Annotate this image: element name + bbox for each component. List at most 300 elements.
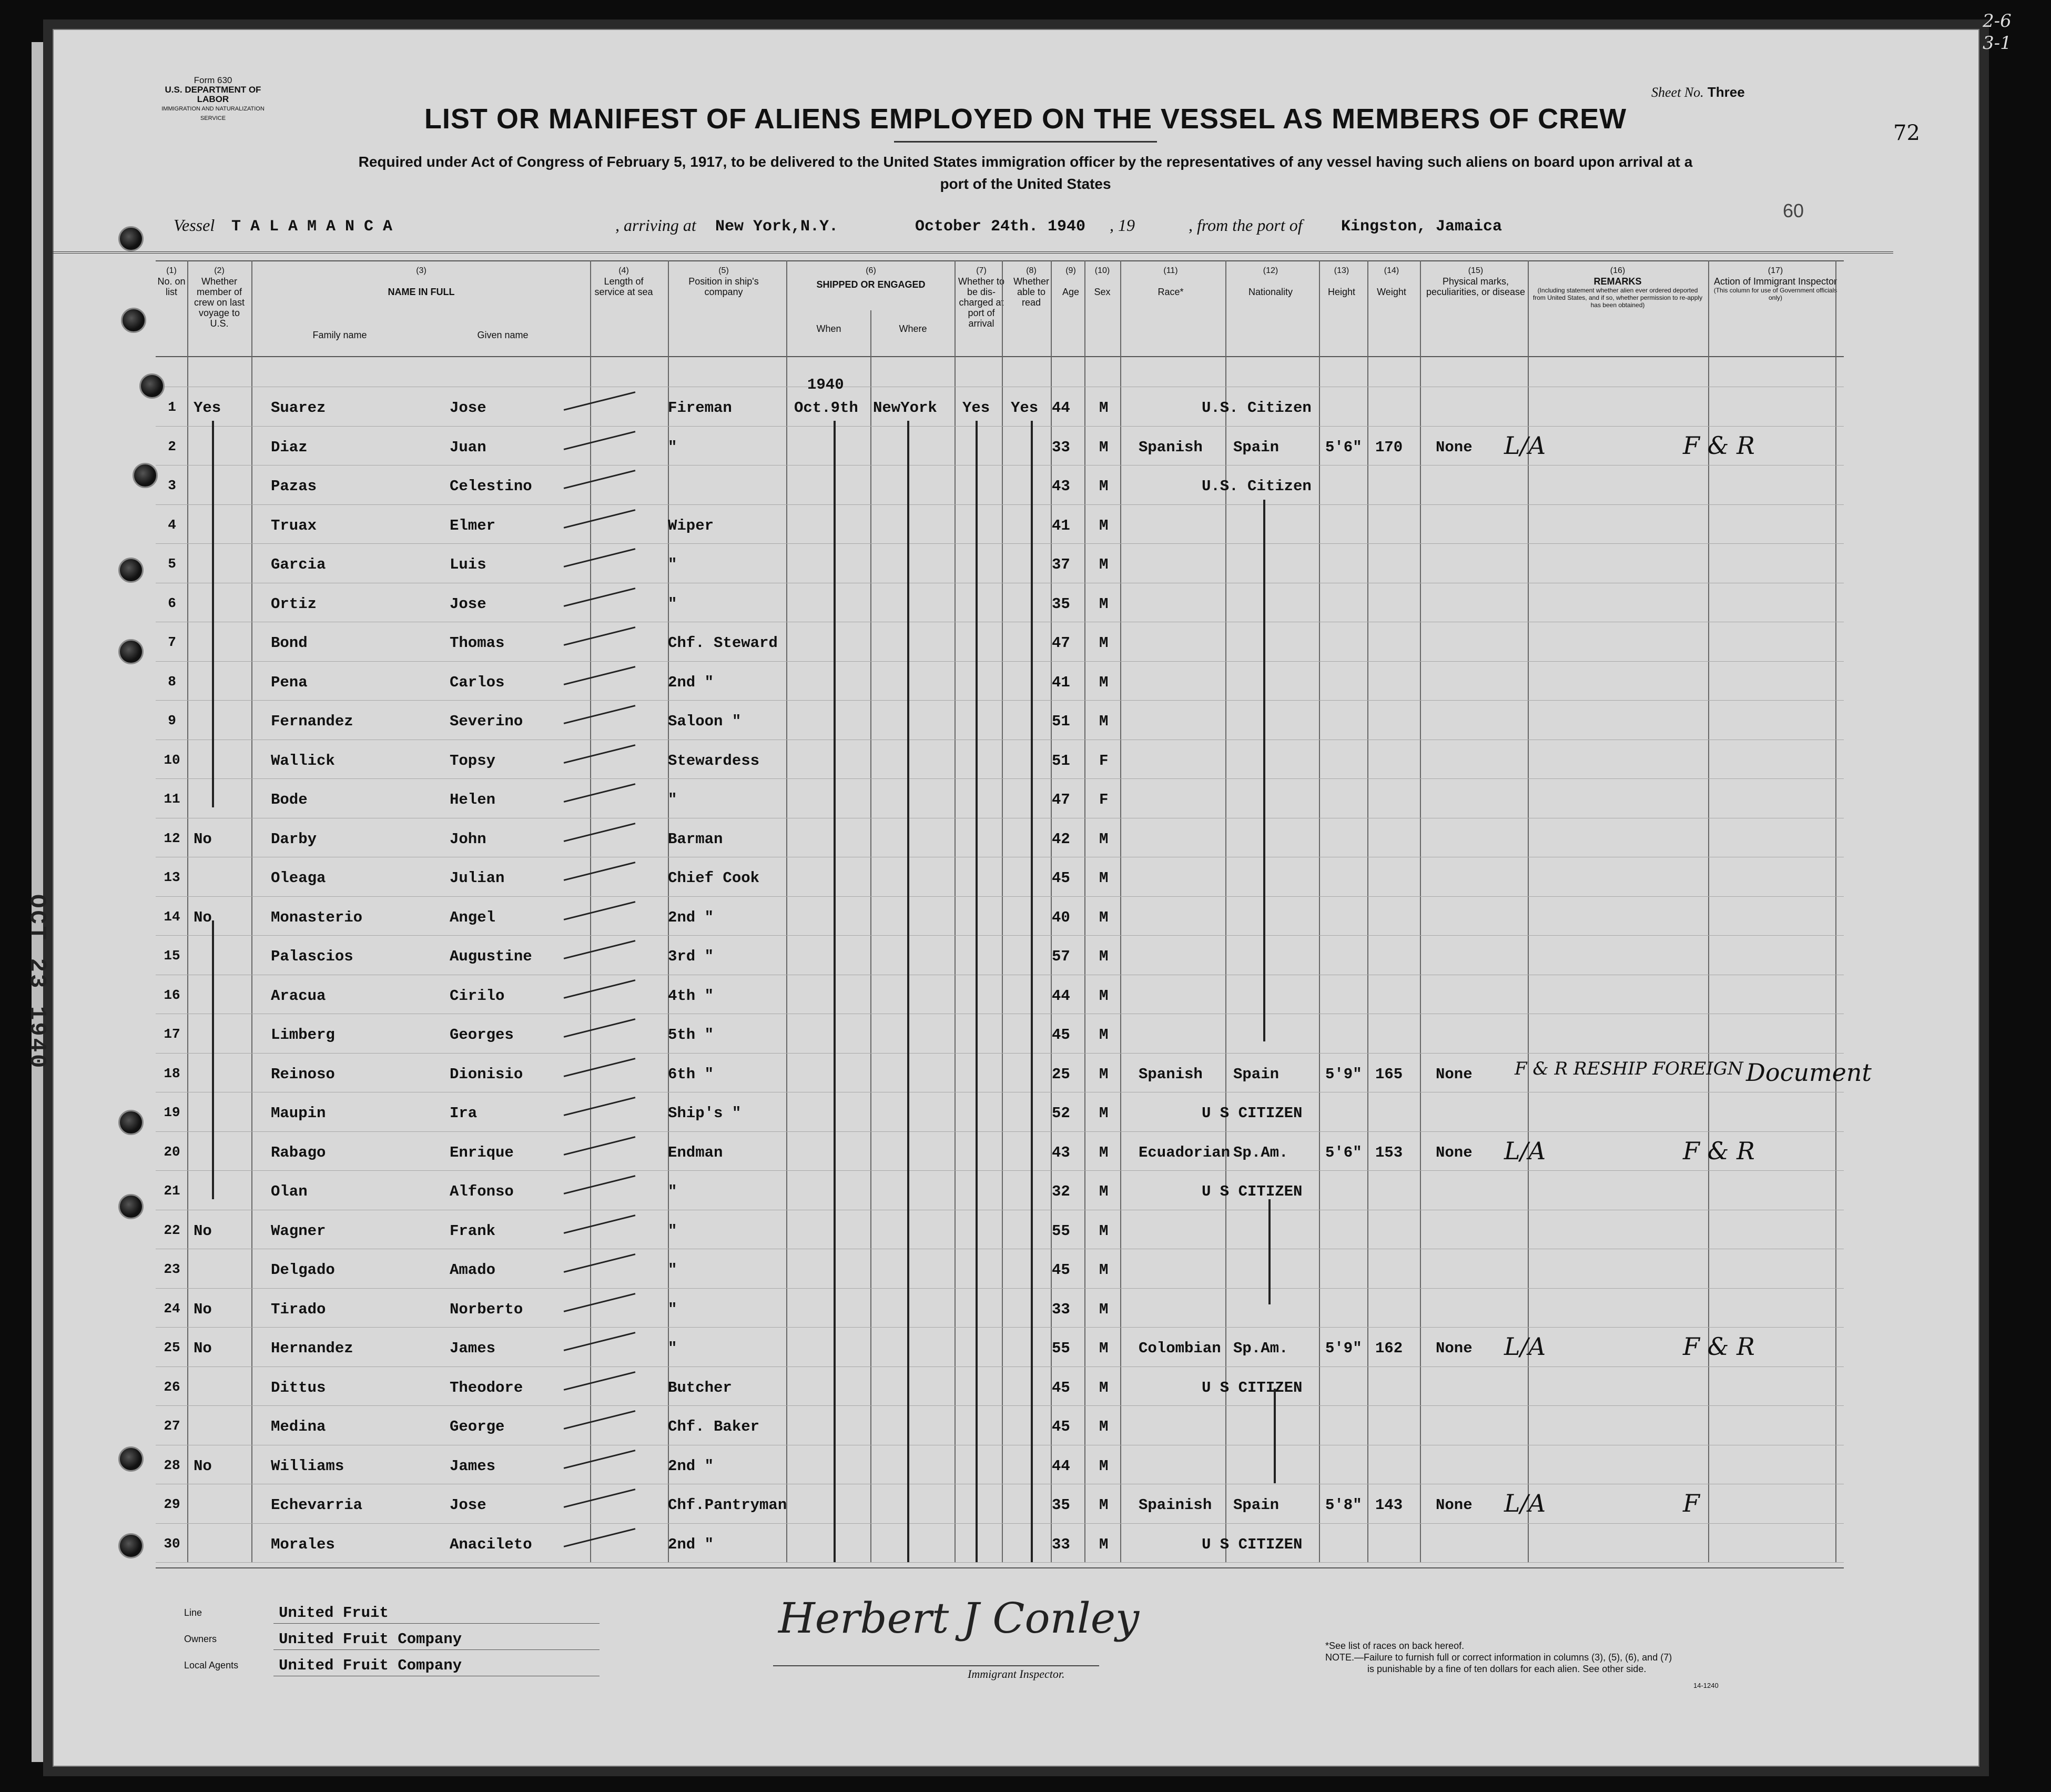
row-number: 7 bbox=[168, 634, 176, 650]
row-number: 22 bbox=[164, 1222, 180, 1238]
col-divider bbox=[870, 310, 871, 1562]
vessel-label: Vessel bbox=[174, 216, 215, 235]
sex: M bbox=[1099, 908, 1109, 926]
binder-hole bbox=[118, 1533, 144, 1558]
age: 45 bbox=[1052, 869, 1070, 887]
given-name: Norberto bbox=[450, 1300, 523, 1318]
sex: M bbox=[1099, 1535, 1109, 1553]
crew-last-voyage: Yes bbox=[194, 399, 221, 417]
row-number: 10 bbox=[164, 752, 180, 768]
position: 3rd " bbox=[668, 948, 714, 965]
given-name: Theodore bbox=[450, 1379, 523, 1396]
inspector-label: Immigrant Inspector. bbox=[968, 1667, 1065, 1680]
weight: 153 bbox=[1375, 1143, 1403, 1161]
nationality: Spain bbox=[1233, 1496, 1280, 1514]
given-name: Enrique bbox=[450, 1143, 514, 1161]
family-name: Oleaga bbox=[271, 869, 326, 887]
age: 42 bbox=[1052, 830, 1070, 848]
given-name: Anacileto bbox=[450, 1535, 532, 1553]
ruling-line bbox=[156, 1523, 1844, 1524]
local-agents-value: United Fruit Company bbox=[279, 1657, 462, 1674]
position: Chf. Baker bbox=[668, 1418, 760, 1435]
row-number: 26 bbox=[164, 1379, 180, 1395]
row-number: 11 bbox=[164, 791, 180, 807]
family-name: Maupin bbox=[271, 1105, 326, 1122]
title-underline bbox=[894, 141, 1157, 143]
corner-code-1: 2-6 bbox=[1983, 11, 2012, 32]
age: 37 bbox=[1052, 556, 1070, 573]
age: 41 bbox=[1052, 673, 1070, 691]
position: " bbox=[668, 1300, 677, 1318]
position: " bbox=[668, 438, 677, 456]
subtitle-line-1: Required under Act of Congress of February 5, 1917, to be delivered to the United States immigration officer by the representatives of any vessel having such aliens on board upon arrival at a bbox=[358, 154, 1693, 170]
row-number: 12 bbox=[164, 830, 180, 846]
col-divider bbox=[1367, 260, 1368, 1562]
family-name: Medina bbox=[271, 1418, 326, 1435]
family-name: Fernandez bbox=[271, 713, 353, 730]
crew-last-voyage: No bbox=[194, 1340, 212, 1357]
family-name: Pazas bbox=[271, 478, 317, 495]
sex: M bbox=[1099, 1183, 1109, 1200]
binder-hole bbox=[118, 558, 144, 583]
signature-line bbox=[773, 1665, 1099, 1666]
ditto-line bbox=[1263, 500, 1265, 1041]
given-name: Jose bbox=[450, 399, 486, 417]
family-name: Echevarria bbox=[271, 1496, 363, 1514]
row-number: 25 bbox=[164, 1340, 180, 1355]
age: 44 bbox=[1052, 1457, 1070, 1475]
sex: M bbox=[1099, 713, 1109, 730]
sex: M bbox=[1099, 1300, 1109, 1318]
row-number: 3 bbox=[168, 478, 176, 493]
ruling-line bbox=[156, 1562, 1844, 1563]
ruling-line bbox=[156, 1053, 1844, 1054]
binder-hole bbox=[118, 1446, 144, 1472]
weight: 170 bbox=[1375, 438, 1403, 456]
nationality: Sp.Am. bbox=[1233, 1143, 1288, 1161]
subtitle-line-2: port of the United States bbox=[940, 176, 1111, 192]
height: 5'6" bbox=[1325, 1143, 1362, 1161]
weight: 165 bbox=[1375, 1065, 1403, 1083]
row-number: 20 bbox=[164, 1143, 180, 1160]
nationality: U S CITIZEN bbox=[1202, 1105, 1303, 1122]
age: 33 bbox=[1052, 1300, 1070, 1318]
row-number: 28 bbox=[164, 1457, 180, 1473]
ruling-line bbox=[156, 426, 1844, 427]
crew-last-voyage: No bbox=[194, 908, 212, 926]
col-divider bbox=[1319, 260, 1320, 1562]
position: 6th " bbox=[668, 1065, 714, 1083]
family-name: Morales bbox=[271, 1535, 335, 1553]
col-divider bbox=[1420, 260, 1421, 1562]
row-number: 21 bbox=[164, 1183, 180, 1199]
remarks: L/A bbox=[1504, 1136, 1546, 1165]
age: 52 bbox=[1052, 1105, 1070, 1122]
col-divider bbox=[786, 260, 787, 1562]
family-name: Monasterio bbox=[271, 908, 363, 926]
family-name: Olan bbox=[271, 1183, 308, 1200]
race: Spanish bbox=[1139, 438, 1203, 456]
nationality: Spain bbox=[1233, 438, 1280, 456]
age: 47 bbox=[1052, 791, 1070, 808]
received-stamp: OCT 23 1940 bbox=[24, 894, 50, 1070]
shipped-where: NewYork bbox=[873, 399, 937, 417]
family-name: Aracua bbox=[271, 987, 326, 1005]
discharged: Yes bbox=[962, 399, 990, 417]
position: Chief Cook bbox=[668, 869, 760, 887]
line-value: United Fruit bbox=[279, 1604, 389, 1622]
given-name: Helen bbox=[450, 791, 496, 808]
given-name: Julian bbox=[450, 869, 505, 887]
line-label: Line bbox=[184, 1607, 202, 1618]
owners-label: Owners bbox=[184, 1634, 217, 1644]
sheet-number: Sheet No. Three bbox=[1651, 84, 1745, 100]
sex: M bbox=[1099, 1496, 1109, 1514]
given-name: Juan bbox=[450, 438, 486, 456]
col-divider bbox=[187, 260, 188, 1562]
inspector-action: Document bbox=[1746, 1058, 1872, 1087]
age: 57 bbox=[1052, 948, 1070, 965]
remarks: L/A bbox=[1504, 1489, 1546, 1517]
row-number: 9 bbox=[168, 713, 176, 728]
inspector-action: F & R bbox=[1683, 1332, 1755, 1361]
able-to-read: Yes bbox=[1011, 399, 1039, 417]
sex: M bbox=[1099, 1222, 1109, 1240]
age: 45 bbox=[1052, 1418, 1070, 1435]
col-divider bbox=[1120, 260, 1121, 1562]
sex: M bbox=[1099, 517, 1109, 534]
position: 2nd " bbox=[668, 1535, 714, 1553]
family-name: Reinoso bbox=[271, 1065, 335, 1083]
family-name: Williams bbox=[271, 1457, 344, 1475]
row-number: 2 bbox=[168, 438, 176, 454]
ruling-line bbox=[156, 700, 1844, 701]
position: Chf. Steward bbox=[668, 634, 778, 652]
physical-marks: None bbox=[1436, 1065, 1473, 1083]
inspector-action: F & R bbox=[1683, 1136, 1755, 1165]
col-divider bbox=[1002, 260, 1003, 1562]
family-name: Palascios bbox=[271, 948, 353, 965]
binder-hole bbox=[133, 463, 158, 488]
ruling-line bbox=[156, 896, 1844, 897]
age: 55 bbox=[1052, 1222, 1070, 1240]
family-name: Pena bbox=[271, 673, 308, 691]
row-number: 18 bbox=[164, 1065, 180, 1081]
sex: M bbox=[1099, 830, 1109, 848]
owners-value: United Fruit Company bbox=[279, 1631, 462, 1648]
family-name: Limberg bbox=[271, 1026, 335, 1044]
given-name: Alfonso bbox=[450, 1183, 514, 1200]
given-name: John bbox=[450, 830, 486, 848]
physical-marks: None bbox=[1436, 1143, 1473, 1161]
given-name: Topsy bbox=[450, 752, 496, 770]
ditto-line bbox=[907, 421, 909, 1562]
col-divider bbox=[590, 260, 591, 1562]
binder-hole bbox=[139, 373, 165, 399]
ownership-block bbox=[184, 1604, 605, 1678]
age: 35 bbox=[1052, 1496, 1070, 1514]
nationality: U S CITIZEN bbox=[1202, 1379, 1303, 1396]
binder-hole bbox=[118, 1194, 144, 1219]
age: 35 bbox=[1052, 595, 1070, 613]
ruling-line bbox=[156, 1405, 1844, 1406]
age: 45 bbox=[1052, 1261, 1070, 1279]
vessel-name: T A L A M A N C A bbox=[231, 218, 393, 236]
family-name: Suarez bbox=[271, 399, 326, 417]
position: Fireman bbox=[668, 399, 732, 417]
position: Endman bbox=[668, 1143, 723, 1161]
nationality: U S CITIZEN bbox=[1202, 1183, 1303, 1200]
crew-last-voyage: No bbox=[194, 1222, 212, 1240]
position: 2nd " bbox=[668, 1457, 714, 1475]
sex: M bbox=[1099, 399, 1109, 417]
age: 33 bbox=[1052, 438, 1070, 456]
page-number: 72 bbox=[1893, 121, 1920, 145]
row-number: 23 bbox=[164, 1261, 180, 1277]
given-name: James bbox=[450, 1340, 496, 1357]
vessel-row bbox=[174, 216, 1699, 240]
family-name: Bode bbox=[271, 791, 308, 808]
sex: M bbox=[1099, 438, 1109, 456]
given-name: Amado bbox=[450, 1261, 496, 1279]
age: 43 bbox=[1052, 478, 1070, 495]
ruling-line bbox=[156, 1327, 1844, 1328]
height: 5'9" bbox=[1325, 1340, 1362, 1357]
age: 44 bbox=[1052, 399, 1070, 417]
age: 44 bbox=[1052, 987, 1070, 1005]
sex: F bbox=[1099, 791, 1109, 808]
family-name: Ortiz bbox=[271, 595, 317, 613]
row-number: 6 bbox=[168, 595, 176, 611]
family-name: Darby bbox=[271, 830, 317, 848]
sex: M bbox=[1099, 948, 1109, 965]
row-number: 15 bbox=[164, 948, 180, 964]
given-name: Carlos bbox=[450, 673, 505, 691]
sex: M bbox=[1099, 478, 1109, 495]
family-name: Wagner bbox=[271, 1222, 326, 1240]
family-name: Bond bbox=[271, 634, 308, 652]
age: 45 bbox=[1052, 1379, 1070, 1396]
given-name: Angel bbox=[450, 908, 496, 926]
given-name: Elmer bbox=[450, 517, 496, 534]
age: 32 bbox=[1052, 1183, 1070, 1200]
crew-last-voyage: No bbox=[194, 830, 212, 848]
family-name: Tirado bbox=[271, 1300, 326, 1318]
sex: M bbox=[1099, 1065, 1109, 1083]
ditto-line bbox=[1268, 1199, 1271, 1304]
ruling-line bbox=[156, 935, 1844, 936]
arrival-port: New York,N.Y. bbox=[715, 218, 839, 236]
sex: M bbox=[1099, 634, 1109, 652]
col-divider bbox=[251, 260, 252, 1562]
ruling-line bbox=[156, 1288, 1844, 1289]
age: 43 bbox=[1052, 1143, 1070, 1161]
sex: M bbox=[1099, 1340, 1109, 1357]
ditto-line bbox=[1274, 1389, 1276, 1483]
nationality: U S CITIZEN bbox=[1202, 1535, 1303, 1553]
form-department: Form 630 U.S. DEPARTMENT OF LABOR IMMIGRATION AND NATURALIZATION SERVICE bbox=[161, 75, 265, 122]
age: 33 bbox=[1052, 1535, 1070, 1553]
sex: M bbox=[1099, 595, 1109, 613]
fine-notice: *See list of races on back hereof. NOTE.—Failure to furnish full or correct information in columns (3), (5), (6), and (7) is punishable by a fine of ten dollars for each alien. See other side. 14-1240 bbox=[1325, 1641, 1719, 1689]
sex: M bbox=[1099, 869, 1109, 887]
binder-hole bbox=[121, 308, 146, 333]
weight: 162 bbox=[1375, 1340, 1403, 1357]
row-number: 14 bbox=[164, 908, 180, 925]
race: Spainish bbox=[1139, 1496, 1212, 1514]
age: 25 bbox=[1052, 1065, 1070, 1083]
given-name: Jose bbox=[450, 595, 486, 613]
remarks: L/A bbox=[1504, 431, 1546, 460]
given-name: Ira bbox=[450, 1105, 478, 1122]
race: Colombian bbox=[1139, 1340, 1221, 1357]
column-header: (1) No. on list (2) Whether member of crew on last voyage to U.S. (3) NAME IN FULL Family name Given name (4) Length of service at sea (5) Position in ship's company (6) SHIPPED OR ENGAGED When Where (7) Whether to be dis-charged at port of arrival (8) Whether able to read (9) Age (10) Sex (11) Race* (12) Nationality (13) Height (14) Weight (15) Physical marks, peculiarities, or disease (16) REMARKS (Including statement whether alien ever ordered deported from United States, and if so, whether permission to re-apply has been obtained) (17) Action of Immigrant Inspector (This column for use of Government officials only) bbox=[156, 260, 1844, 357]
age: 41 bbox=[1052, 517, 1070, 534]
age: 45 bbox=[1052, 1026, 1070, 1044]
ruling-line bbox=[156, 1170, 1844, 1171]
crew-last-voyage: No bbox=[194, 1300, 212, 1318]
nationality: Sp.Am. bbox=[1233, 1340, 1288, 1357]
given-name: Dionisio bbox=[450, 1065, 523, 1083]
physical-marks: None bbox=[1436, 1496, 1473, 1514]
given-name: Celestino bbox=[450, 478, 532, 495]
family-name: Delgado bbox=[271, 1261, 335, 1279]
race: Ecuadorian bbox=[1139, 1143, 1231, 1161]
row-number: 19 bbox=[164, 1105, 180, 1120]
inspector-action: F & R bbox=[1683, 431, 1755, 460]
remarks: L/A bbox=[1504, 1332, 1546, 1361]
weight: 143 bbox=[1375, 1496, 1403, 1514]
position: " bbox=[668, 1222, 677, 1240]
sex: M bbox=[1099, 1457, 1109, 1475]
inspector-signature: Herbert J Conley bbox=[778, 1594, 1140, 1643]
ruling-line bbox=[156, 1366, 1844, 1367]
col-divider bbox=[1084, 260, 1085, 1562]
position: Saloon " bbox=[668, 713, 742, 730]
family-name: Truax bbox=[271, 517, 317, 534]
position: " bbox=[668, 1340, 677, 1357]
crew-last-voyage: No bbox=[194, 1457, 212, 1475]
position: Wiper bbox=[668, 517, 714, 534]
row-number: 29 bbox=[164, 1496, 180, 1512]
given-name: Luis bbox=[450, 556, 486, 573]
height: 5'9" bbox=[1325, 1065, 1362, 1083]
position: 5th " bbox=[668, 1026, 714, 1044]
departure-port: Kingston, Jamaica bbox=[1341, 218, 1502, 236]
col-divider bbox=[955, 260, 956, 1562]
corner-code-2: 3-1 bbox=[1983, 33, 2012, 54]
position: " bbox=[668, 556, 677, 573]
family-name: Dittus bbox=[271, 1379, 326, 1396]
position: " bbox=[668, 595, 677, 613]
row-number: 5 bbox=[168, 556, 176, 572]
ruling-line bbox=[156, 778, 1844, 779]
row-number: 13 bbox=[164, 869, 180, 885]
sex: M bbox=[1099, 1026, 1109, 1044]
row-number: 8 bbox=[168, 673, 176, 690]
sex: M bbox=[1099, 673, 1109, 691]
binder-hole bbox=[118, 639, 144, 664]
given-name: Augustine bbox=[450, 948, 532, 965]
given-name: Frank bbox=[450, 1222, 496, 1240]
given-name: George bbox=[450, 1418, 505, 1435]
document-title: LIST OR MANIFEST OF ALIENS EMPLOYED ON THE VESSEL AS MEMBERS OF CREW bbox=[424, 103, 1627, 135]
family-name: Garcia bbox=[271, 556, 326, 573]
sex: M bbox=[1099, 556, 1109, 573]
age: 51 bbox=[1052, 713, 1070, 730]
given-name: Georges bbox=[450, 1026, 514, 1044]
shipped-year: 1940 bbox=[807, 376, 844, 393]
row-number: 4 bbox=[168, 517, 176, 533]
ditto-line bbox=[212, 421, 214, 807]
row-number: 30 bbox=[164, 1535, 180, 1552]
footer-rule bbox=[156, 1567, 1844, 1568]
family-name: Hernandez bbox=[271, 1340, 353, 1357]
col-divider bbox=[1835, 260, 1836, 1562]
position: Chf.Pantryman bbox=[668, 1496, 787, 1514]
position: 2nd " bbox=[668, 908, 714, 926]
family-name: Diaz bbox=[271, 438, 308, 456]
given-name: Jose bbox=[450, 1496, 486, 1514]
ruling-line bbox=[156, 504, 1844, 505]
given-name: James bbox=[450, 1457, 496, 1475]
pencil-mark: 60 bbox=[1783, 200, 1804, 221]
shipped-when: Oct.9th bbox=[794, 399, 858, 417]
ditto-line bbox=[976, 421, 978, 1562]
height: 5'8" bbox=[1325, 1496, 1362, 1514]
ruling-line bbox=[156, 661, 1844, 662]
col-divider bbox=[1225, 260, 1226, 1562]
given-name: Severino bbox=[450, 713, 523, 730]
row-number: 16 bbox=[164, 987, 180, 1003]
age: 47 bbox=[1052, 634, 1070, 652]
sex: M bbox=[1099, 1379, 1109, 1396]
header-rule bbox=[53, 251, 1893, 254]
height: 5'6" bbox=[1325, 438, 1362, 456]
nationality: Spain bbox=[1233, 1065, 1280, 1083]
ruling-line bbox=[156, 543, 1844, 544]
row-number: 24 bbox=[164, 1300, 180, 1317]
position: " bbox=[668, 1183, 677, 1200]
arriving-label: , arriving at bbox=[615, 216, 696, 235]
position: " bbox=[668, 1261, 677, 1279]
nationality: U.S. Citizen bbox=[1202, 478, 1312, 495]
family-name: Wallick bbox=[271, 752, 335, 770]
family-name: Rabago bbox=[271, 1143, 326, 1161]
row-number: 1 bbox=[168, 399, 176, 415]
race: Spanish bbox=[1139, 1065, 1203, 1083]
position: " bbox=[668, 791, 677, 808]
given-name: Thomas bbox=[450, 634, 505, 652]
inspector-action: F bbox=[1683, 1489, 1700, 1517]
age: 51 bbox=[1052, 752, 1070, 770]
sex: M bbox=[1099, 1418, 1109, 1435]
local-agents-label: Local Agents bbox=[184, 1660, 239, 1670]
position: Ship's " bbox=[668, 1105, 742, 1122]
ditto-line bbox=[834, 421, 836, 1562]
position: 4th " bbox=[668, 987, 714, 1005]
ruling-line bbox=[156, 1131, 1844, 1132]
remarks: F & R RESHIP FOREIGN bbox=[1515, 1058, 1743, 1079]
physical-marks: None bbox=[1436, 1340, 1473, 1357]
sex: M bbox=[1099, 987, 1109, 1005]
sex: M bbox=[1099, 1143, 1109, 1161]
age: 40 bbox=[1052, 908, 1070, 926]
age: 55 bbox=[1052, 1340, 1070, 1357]
binder-hole bbox=[118, 226, 144, 251]
from-port-label: , from the port of bbox=[1189, 216, 1303, 235]
ditto-line bbox=[1031, 421, 1033, 1562]
